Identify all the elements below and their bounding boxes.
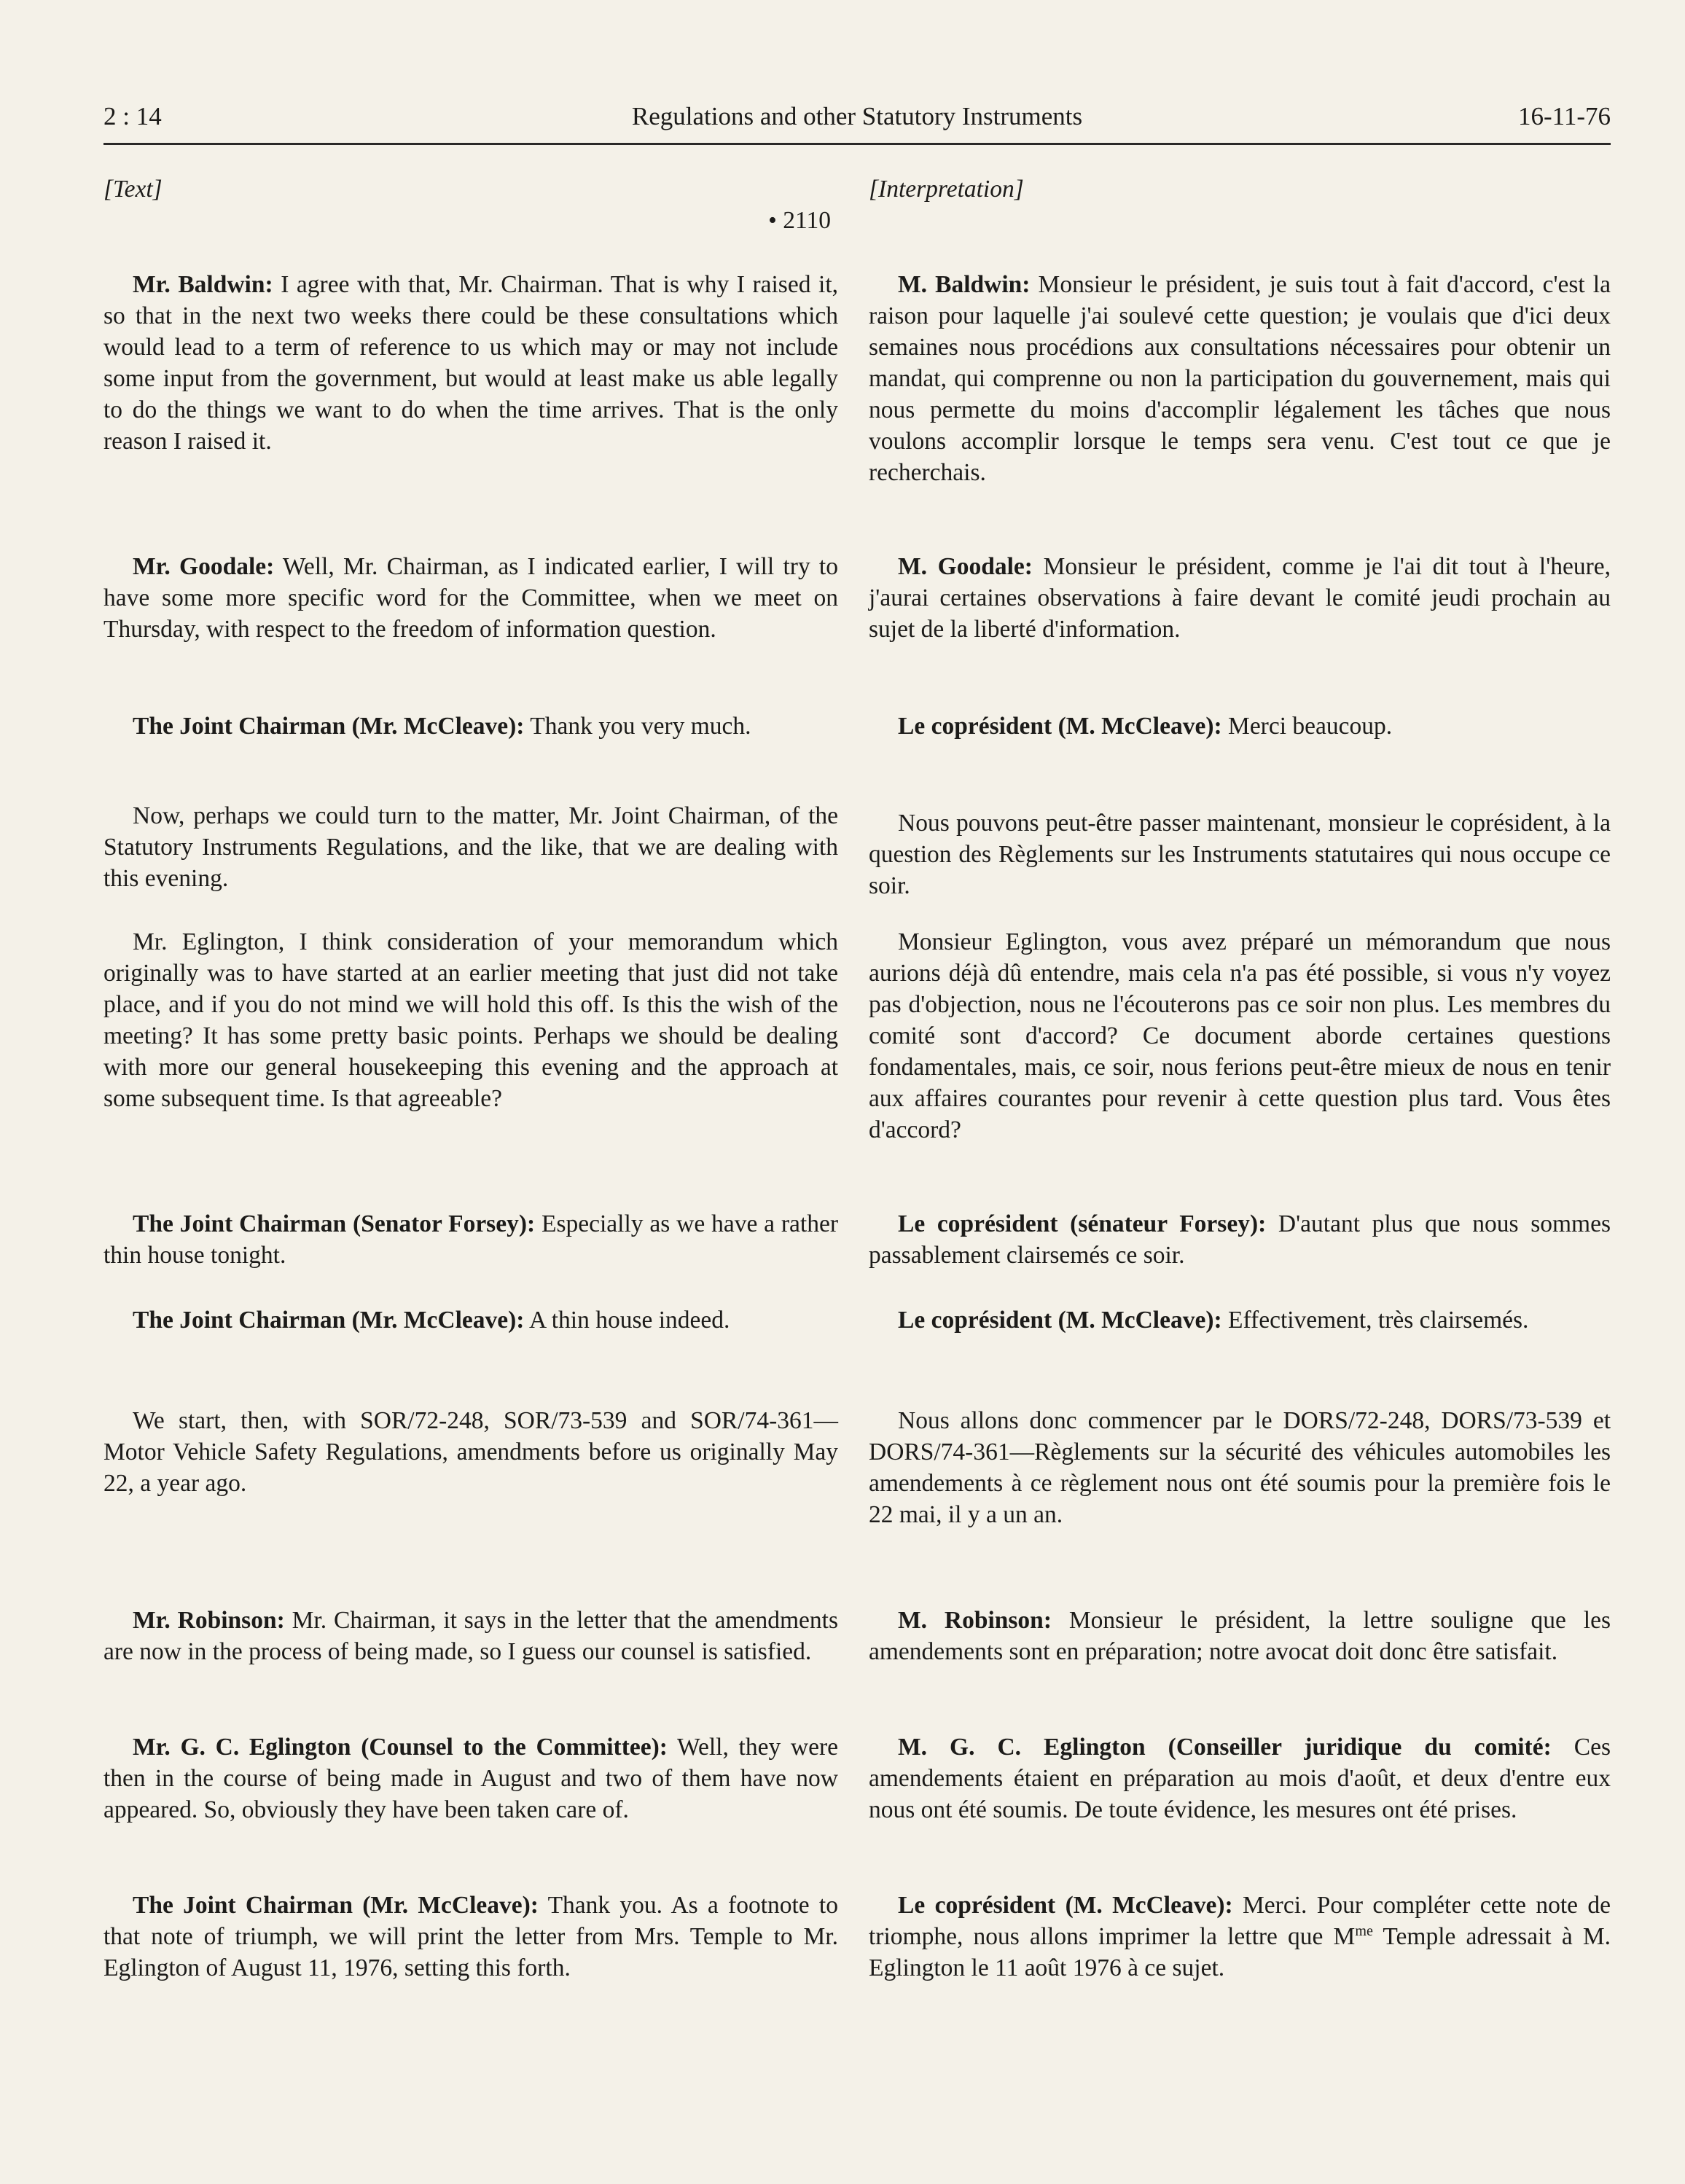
speaker: Le coprésident (M. McCleave):	[898, 1307, 1222, 1334]
speech-text: Monsieur le président, comme je l'ai dit tout à l'heure, j'aurai certaines observations à faire devant le comité jeudi prochain au sujet de la liberté d'information.	[869, 553, 1611, 643]
paragraph-eglington	[869, 1731, 1611, 1825]
paragraph-statement	[869, 1405, 1611, 1530]
paragraph-goodale	[869, 551, 1611, 645]
speech-text: Thank you very much.	[524, 713, 751, 740]
speaker: M. Robinson:	[898, 1607, 1052, 1634]
speech-text: I agree with that, Mr. Chairman. That is why I raised it, so that in the next two weeks there could be these consultations which would lead to a term of reference to us which may or may not include some input from the government, but would at least make us able legally to do the things we want to do when the time arrives. That is the only reason I raised it.	[103, 271, 838, 455]
paragraph-joint-chairman	[103, 1890, 838, 1984]
time-marker: • 2110	[768, 207, 831, 234]
speech-text: We start, then, with SOR/72-248, SOR/73-539 and SOR/74-361—Motor Vehicle Safety Regulations, amendments before us originally May 22, a year ago.	[103, 1407, 838, 1497]
header-date: 16-11-76	[1517, 102, 1611, 130]
speech-text: Especially as we have a rather thin house tonight.	[103, 1210, 838, 1269]
speech-text: Effectivement, très clairsemés.	[1221, 1307, 1529, 1334]
speaker: Le coprésident (sénateur Forsey):	[898, 1210, 1267, 1237]
speaker: M. Baldwin:	[898, 271, 1031, 298]
speaker: Mr. Baldwin:	[133, 271, 273, 298]
interpretation-label: [Interpretation]	[869, 176, 1024, 203]
speech-text: Nous pouvons peut-être passer maintenant, monsieur le coprésident, à la question des Règlements sur les Instruments statutaires qui nous occupe ce soir.	[869, 810, 1611, 899]
english-column	[103, 173, 839, 1981]
speech-text: Mr. Chairman, it says in the letter that the amendments are now in the process of being made, so I guess our counsel is satisfied.	[103, 1607, 839, 1665]
speaker: The Joint Chairman (Senator Forsey):	[133, 1210, 536, 1237]
paragraph-eglington	[103, 1731, 838, 1825]
paragraph-robinson	[103, 1605, 838, 1667]
page-header	[103, 102, 1611, 145]
paragraph-statement	[869, 926, 1611, 1146]
running-title: Regulations and other Statutory Instruments	[631, 102, 1083, 130]
speaker: Mr. Robinson:	[133, 1607, 285, 1634]
speaker: Mr. Goodale:	[133, 553, 275, 580]
page-number: 2 : 14	[103, 102, 162, 130]
paragraph-joint-chairman-forsey	[103, 1208, 838, 1271]
french-column	[869, 173, 1611, 1981]
paragraph-joint-chairman	[103, 1304, 838, 1336]
paragraph-statement	[869, 807, 1611, 901]
paragraph-baldwin	[869, 269, 1611, 488]
superscript: me	[1355, 1922, 1373, 1939]
paragraph-robinson	[869, 1605, 1611, 1667]
paragraph-statement	[103, 800, 838, 894]
speech-text: D'autant plus que nous sommes passablement clairsemés ce soir.	[869, 1210, 1611, 1269]
speech-text: Now, perhaps we could turn to the matter, Mr. Joint Chairman, of the Statutory Instruments Regulations, and the like, that we are dealing with this evening.	[103, 802, 838, 892]
paragraph-baldwin	[103, 269, 838, 457]
speech-text: Ces amendements étaient en préparation au mois d'août, et deux d'entre eux nous ont été soumis. De toute évidence, les mesures ont été prises.	[869, 1734, 1611, 1823]
speaker: The Joint Chairman (Mr. McCleave):	[133, 713, 525, 740]
speaker: Le coprésident (M. McCleave):	[898, 1892, 1233, 1919]
paragraph-joint-chairman	[103, 711, 838, 742]
speech-text: Monsieur Eglington, vous avez préparé un mémorandum que nous aurions déjà dû entendre, mais cela n'a pas été possible, si vous n'y voyez pas d'objection, nous ne l'écouterons pas ce soir non plus. Les membres du comité sont d'accord? Ce document aborde certaines questions fondamentales, mais, ce soir, nous ferions peut-être mieux de nous en tenir aux affaires courantes pour revenir à cette question plus tard. Vous êtes d'accord?	[869, 928, 1611, 1143]
speech-text: Merci. Pour compléter cette note de triomphe, nous allons imprimer la lettre que M	[869, 1892, 1611, 1950]
speech-text: Thank you. As a footnote to that note of triumph, we will print the letter from Mrs. Temple to Mr. Eglington of August 11, 1976, setting this forth.	[103, 1892, 838, 1981]
paragraph-copresident-forsey	[869, 1208, 1611, 1271]
paragraph-copresident	[869, 1890, 1611, 1984]
speech-text: A thin house indeed.	[524, 1307, 730, 1334]
paragraph-copresident	[869, 711, 1611, 742]
speaker: M. Goodale:	[898, 553, 1033, 580]
speaker: The Joint Chairman (Mr. McCleave):	[133, 1892, 539, 1919]
paragraph-copresident	[869, 1304, 1611, 1336]
speech-text: Nous allons donc commencer par le DORS/72-248, DORS/73-539 et DORS/74-361—Règlements sur la sécurité des véhicules automobiles les amendements à ce règlement nous ont été soumis pour la première fois le 22 mai, il y a un an.	[869, 1407, 1611, 1528]
paragraph-statement	[103, 1405, 838, 1499]
paragraph-statement	[103, 926, 838, 1114]
speaker: Mr. G. C. Eglington (Counsel to the Committee):	[133, 1734, 668, 1761]
speech-text: Mr. Eglington, I think consideration of your memorandum which originally was to have started at an earlier meeting that just did not take place, and if you do not mind we will hold this off. Is this the wish of the meeting? It has some pretty basic points. Perhaps we should be dealing with more our general housekeeping this evening and the approach at some subsequent time. Is that agreeable?	[103, 928, 838, 1112]
speech-text: Monsieur le président, la lettre souligne que les amendements sont en préparation; notre avocat doit donc être satisfait.	[869, 1607, 1611, 1665]
speech-text: Well, Mr. Chairman, as I indicated earlier, I will try to have some more specific word for the Committee, when we meet on Thursday, with respect to the freedom of information question.	[103, 553, 838, 643]
speech-text: Well, they were then in the course of being made in August and two of them have now appeared. So, obviously they have been taken care of.	[103, 1734, 838, 1823]
speaker: M. G. C. Eglington (Conseiller juridique du comité:	[898, 1734, 1552, 1761]
speaker: The Joint Chairman (Mr. McCleave):	[133, 1307, 525, 1334]
speech-text: Merci beaucoup.	[1221, 713, 1393, 740]
paragraph-goodale	[103, 551, 838, 645]
text-label: [Text]	[103, 176, 163, 203]
speech-text: Monsieur le président, je suis tout à fait d'accord, c'est la raison pour laquelle j'ai soulevé cette question; je voulais que d'ici deux semaines nous procédions aux consultations nécessaires pour obtenir un mandat, qui comprenne ou non la participation du gouvernement, mais qui nous permette du moins d'accomplir légalement les tâches que nous voulons accomplir lorsque le temps sera venu. C'est tout ce que je recherchais.	[869, 271, 1611, 486]
speaker: Le coprésident (M. McCleave):	[898, 713, 1222, 740]
speech-text-tail: Temple adressait à M. Eglington le 11 août 1976 à ce sujet.	[869, 1923, 1611, 1981]
